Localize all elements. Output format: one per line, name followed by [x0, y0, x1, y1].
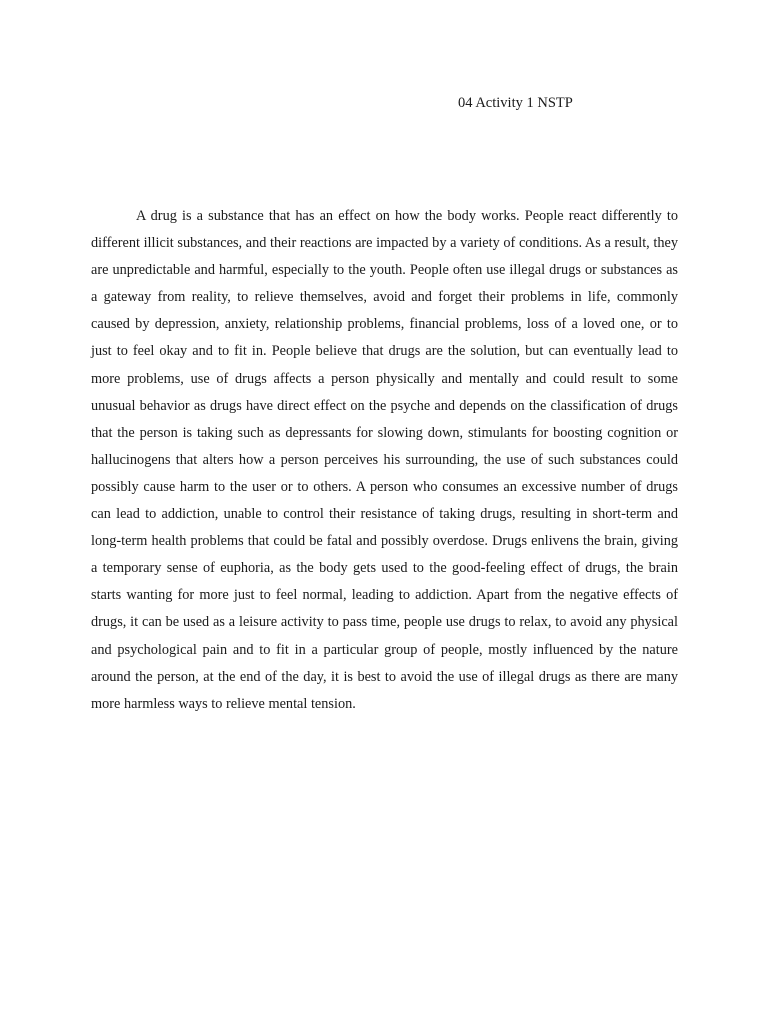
body-paragraph: A drug is a substance that has an effect on how the body works. People react differently to different illicit substances, and their reactions are impacted by a variety of conditions. As a result, they are unpredictable and harmful, especially to the youth. People often use illegal drugs or substances as a gateway from reality, to relieve themselves, avoid and forget their problems in life, commonly caused by depression, anxiety, relationship problems, financial problems, loss of a loved one, or to just to feel okay and to fit in. People believe that drugs are the solution, but can eventually lead to more problems, use of drugs affects a person physically and mentally and could result to some unusual behavior as drugs have direct effect on the psyche and depends on the classification of drugs that the person is taking such as depressants for slowing down, stimulants for boosting cognition or hallucinogens that alters how a person perceives his surrounding, the use of such substances could possibly cause harm to the user or to others. A person who consumes an excessive number of drugs can lead to addiction, unable to control their resistance of taking drugs, resulting in short-term and long-term health problems that could be fatal and possibly overdose. Drugs enlivens the brain, giving a temporary sense of euphoria, as the body gets used to the good-feeling effect of drugs, the brain starts wanting for more just to feel normal, leading to addiction. Apart from the negative effects of drugs, it can be used as a leisure activity to pass time, people use drugs to relax, to avoid any physical and psychological pain and to fit in a particular group of people, mostly influenced by the nature around the person, at the end of the day, it is best to avoid the use of illegal drugs as there are many more harmless ways to relieve mental tension.: [91, 208, 678, 712]
document-title: 04 Activity 1 NSTP: [458, 95, 573, 111]
